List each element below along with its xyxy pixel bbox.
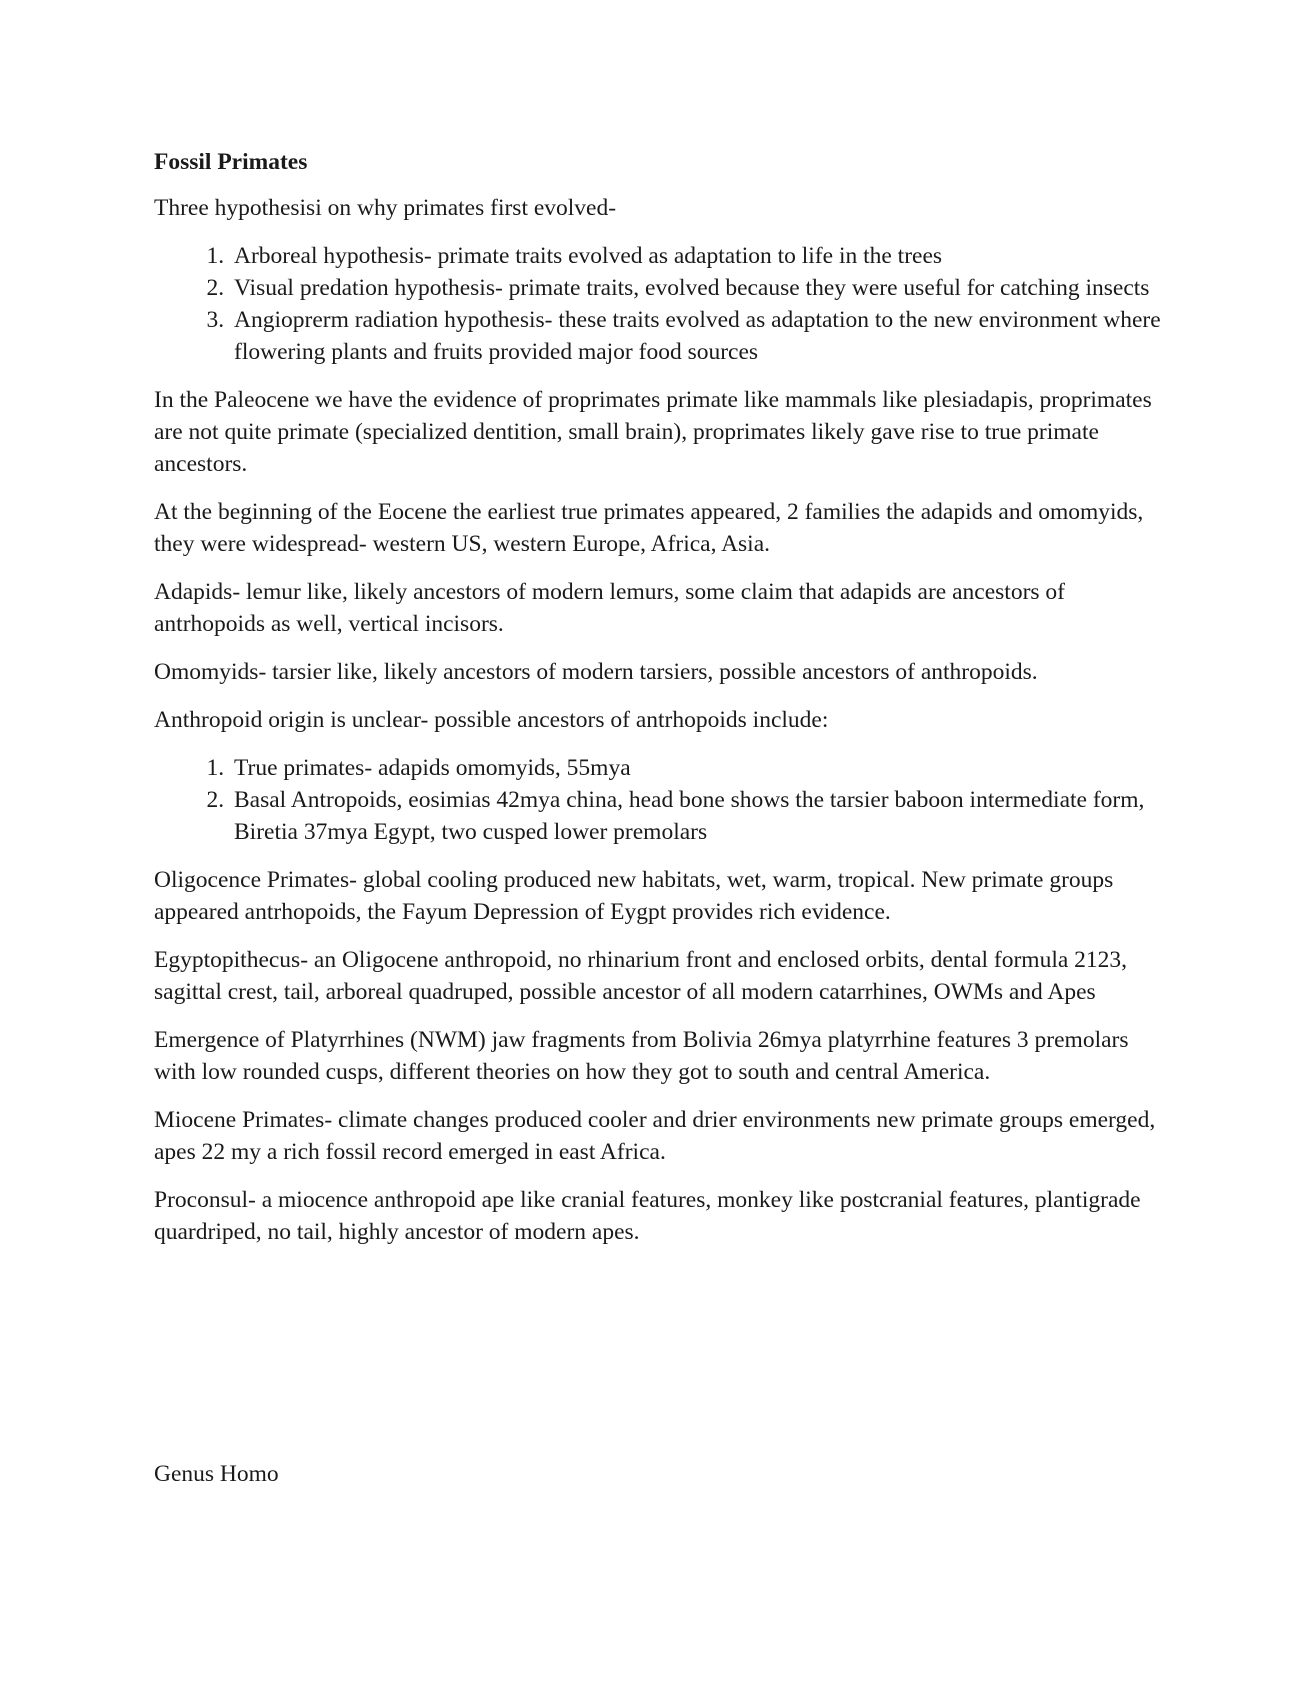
- document-body: [154, 146, 1164, 1264]
- paragraph-egyptopithecus: Egyptopithecus- an Oligocene anthropoid, no rhinarium front and enclosed orbits, dental formula 2123, sagittal crest, tail, arboreal quadruped, possible ancestor of all modern catarrhines, OWMs and Apes: [154, 947, 1128, 1005]
- paragraph-miocene: Miocene Primates- climate changes produced cooler and drier environments new primate groups emerged, apes 22 my a rich fossil record emerged in east Africa.: [154, 1107, 1156, 1165]
- paragraph-eocene: At the beginning of the Eocene the earliest true primates appeared, 2 families the adapids and omomyids, they were widespread- western US, western Europe, Africa, Asia.: [154, 499, 1144, 557]
- list-item: 1. Arboreal hypothesis- primate traits evolved as adaptation to life in the trees: [230, 240, 1164, 272]
- intro-paragraph: Three hypothesisi on why primates first evolved-: [154, 195, 617, 221]
- next-section-heading: Genus Homo: [154, 1461, 279, 1487]
- list-item: 3. Angioprerm radiation hypothesis- these traits evolved as adaptation to the new environment where flowering plants and fruits provided major food sources: [230, 304, 1164, 368]
- paragraph-platyrrhines: Emergence of Platyrrhines (NWM) jaw fragments from Bolivia 26mya platyrrhine features 3 premolars with low rounded cusps, different theories on how they got to south and central America.: [154, 1027, 1129, 1085]
- list-item: 2. Visual predation hypothesis- primate traits, evolved because they were useful for catching insects: [230, 272, 1164, 304]
- paragraph-oligocene: Oligocence Primates- global cooling produced new habitats, wet, warm, tropical. New primate groups appeared antrhopoids, the Fayum Depression of Eygpt provides rich evidence.: [154, 867, 1114, 925]
- paragraph-anthropoid-origin: Anthropoid origin is unclear- possible ancestors of antrhopoids include:: [154, 707, 829, 733]
- paragraph-proconsul: Proconsul- a miocence anthropoid ape like cranial features, monkey like postcranial features, plantigrade quardriped, no tail, highly ancestor of modern apes.: [154, 1187, 1141, 1245]
- document-title: Fossil Primates: [154, 149, 308, 175]
- paragraph-paleocene: In the Paleocene we have the evidence of proprimates primate like mammals like plesiadapis, proprimates are not quite primate (specialized dentition, small brain), proprimates likely gave rise to true primate ancestors.: [154, 387, 1152, 477]
- list-item: 1. True primates- adapids omomyids, 55mya: [230, 752, 1164, 784]
- hypotheses-list: [154, 240, 1164, 368]
- paragraph-adapids: Adapids- lemur like, likely ancestors of modern lemurs, some claim that adapids are ancestors of antrhopoids as well, vertical incisors.: [154, 579, 1066, 637]
- list-item: 2. Basal Antropoids, eosimias 42mya china, head bone shows the tarsier baboon intermediate form, Biretia 37mya Egypt, two cusped lower premolars: [230, 784, 1164, 848]
- paragraph-omomyids: Omomyids- tarsier like, likely ancestors of modern tarsiers, possible ancestors of anthropoids.: [154, 659, 1038, 685]
- ancestors-list: [154, 752, 1164, 848]
